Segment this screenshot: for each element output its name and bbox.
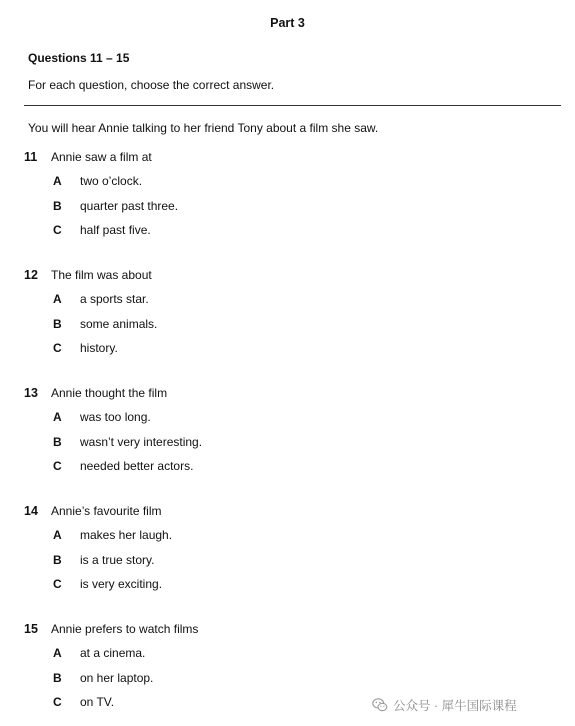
option-text: on TV. [80,695,115,709]
watermark-text: 公众号 · 犀牛国际课程 [393,699,517,713]
option-b [24,316,544,341]
option-letter: C [53,459,62,473]
question-14 [24,503,544,601]
option-list [24,527,544,601]
option-a [24,409,544,434]
question-text: Annie prefers to watch films [51,622,199,636]
option-text: a sports star. [80,292,149,306]
option-text: half past five. [80,223,151,237]
option-b [24,198,544,223]
option-letter: B [53,670,62,685]
option-c [24,340,544,365]
option-c [24,576,544,601]
page-title: Part 3 [270,16,305,30]
option-letter: C [53,223,62,237]
option-text: at a cinema. [80,646,146,660]
option-c [24,222,544,247]
option-text: two o’clock. [80,174,143,188]
question-stem [24,149,544,173]
option-letter: B [53,434,62,449]
option-list [24,173,544,247]
option-a [24,173,544,198]
option-letter: A [53,410,62,424]
option-text: is a true story. [80,552,155,567]
question-number: 13 [24,386,38,400]
question-12 [24,267,544,365]
option-text: some animals. [80,316,158,331]
option-letter: C [53,695,62,709]
option-letter: C [53,577,62,591]
divider [24,105,561,106]
option-a [24,291,544,316]
option-b [24,670,544,695]
wechat-icon [372,697,388,713]
option-text: quarter past three. [80,198,179,213]
option-c [24,458,544,483]
question-range-heading: Questions 11 – 15 [28,51,130,65]
option-letter: C [53,341,62,355]
question-stem [24,503,544,527]
option-text: needed better actors. [80,459,194,473]
question-text: Annie saw a film at [51,150,152,164]
question-text: Annie thought the film [51,386,168,400]
option-letter: A [53,528,62,542]
option-letter: B [53,552,62,567]
option-b [24,434,544,459]
option-letter: A [53,174,62,188]
question-stem [24,267,544,291]
question-stem [24,621,544,645]
watermark [372,696,517,714]
option-text: is very exciting. [80,577,163,591]
question-stem [24,385,544,409]
question-number: 11 [24,150,38,164]
option-b [24,552,544,577]
question-number: 12 [24,268,38,282]
question-number: 14 [24,504,38,518]
question-13 [24,385,544,483]
question-11 [24,149,544,247]
option-letter: B [53,198,62,213]
question-number: 15 [24,622,38,636]
option-list [24,409,544,483]
option-text: was too long. [80,410,151,424]
question-text: The film was about [51,268,152,282]
question-text: Annie’s favourite film [51,504,162,518]
listening-intro: You will hear Annie talking to her friend Tony about a film she saw. [28,121,379,135]
option-letter: A [53,292,62,306]
option-text: history. [80,341,118,355]
option-text: makes her laugh. [80,528,173,542]
option-letter: B [53,316,62,331]
option-a [24,645,544,670]
option-letter: A [53,646,62,660]
option-list [24,291,544,365]
option-text: wasn’t very interesting. [80,434,203,449]
instruction-text: For each question, choose the correct answer. [28,78,275,92]
option-text: on her laptop. [80,670,154,685]
option-a [24,527,544,552]
